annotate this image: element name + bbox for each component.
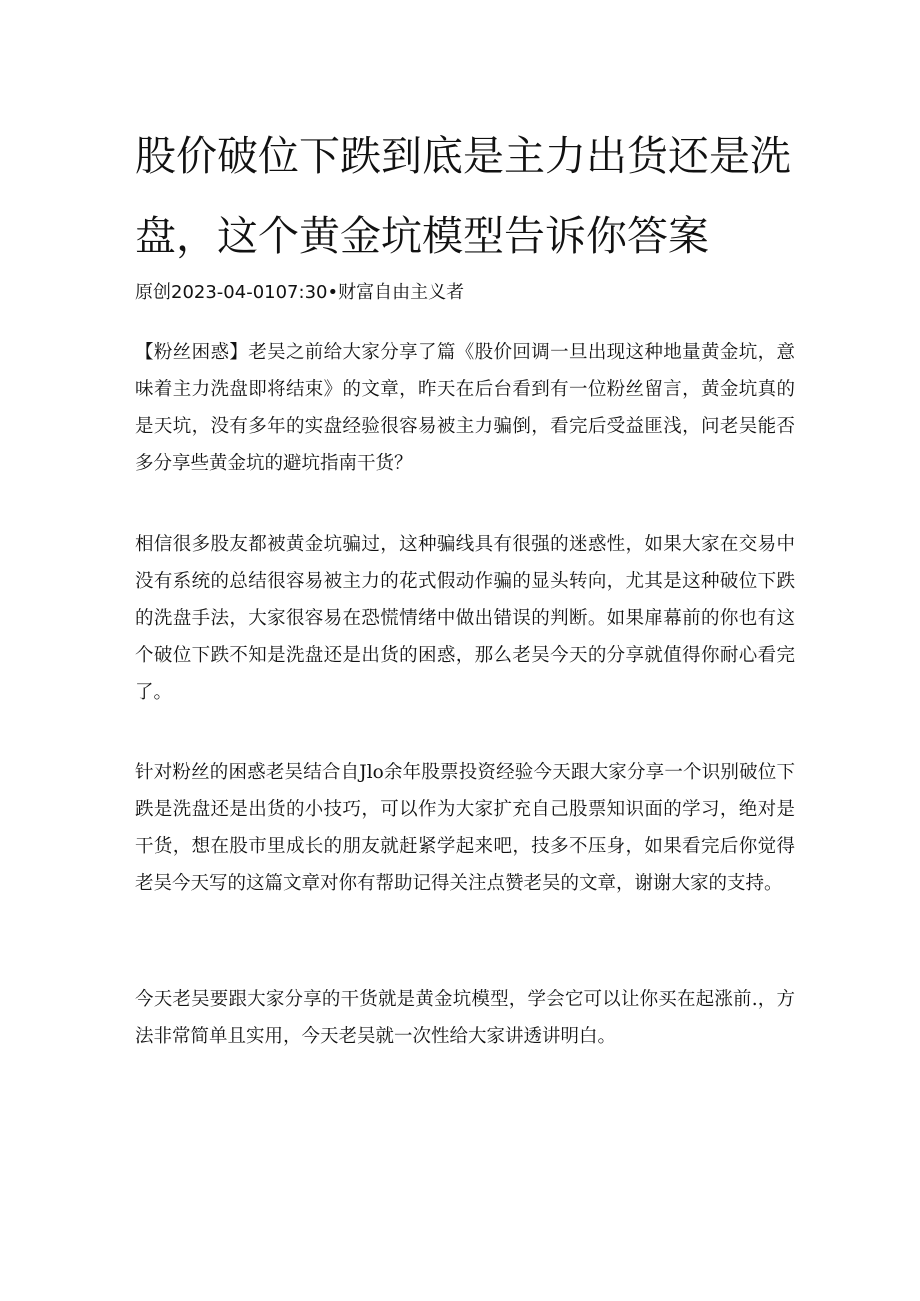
paragraph-sharing-tip: 针对粉丝的困惑老吴结合自Jlo余年股票投资经验今天跟大家分享一个识别破位下跌是洗盘还是出货的小技巧，可以作为大家扩充自己股票知识面的学习，绝对是干货，想在股市里成长的朋友就赶紧学起来吧，技多不压身，如果看完后你觉得老吴今天写的这篇文章对你有帮助记得关注点赞老吴的文章，谢谢大家的支持。 (135, 762, 795, 894)
paragraph-fan-question: 【粉丝困惑】老吴之前给大家分享了篇《股价回调一旦出现这种地量黄金坑，意味着主力洗盘即将结束》的文章，昨天在后台看到有一位粉丝留言，黄金坑真的是天坑，没有多年的实盘经验很容易被主力骗倒，看完后受益匪浅，问老吴能否多分享些黄金坑的避坑指南干货？ (135, 342, 795, 474)
paragraph-golden-pit-model: 今天老吴要跟大家分享的干货就是黄金坑模型，学会它可以让你买在起涨前.，方法非常简单且实用，今天老吴就一次性给大家讲透讲明白。 (135, 989, 795, 1047)
article-title: 股价破位下跌到底是主力出货还是洗盘，这个黄金坑模型告诉你答案 (135, 132, 791, 260)
paragraph-golden-pit-trap: 相信很多股友都被黄金坑骗过，这种骗线具有很强的迷惑性，如果大家在交易中没有系统的总结很容易被主力的花式假动作骗的显头转向，尤其是这种破位下跌的洗盘手法，大家很容易在恐慌情绪中做出错误的判断。如果扉幕前的你也有这个破位下跌不知是洗盘还是出货的困惑，那么老吴今天的分享就值得你耐心看完了。 (135, 534, 795, 703)
article-meta: 原创2023-04-0107:30•财富自由主义者 (135, 282, 465, 303)
